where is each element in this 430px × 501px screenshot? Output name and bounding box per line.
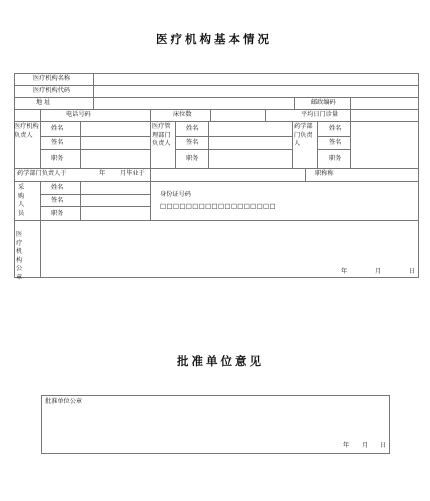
- left-name-label: 姓名: [51, 125, 64, 132]
- seal-day: 日: [409, 268, 416, 275]
- dept-head-month: 月毕业于: [120, 170, 145, 177]
- approval-title: 批准单位意见: [177, 354, 264, 368]
- left-job-label: 职务: [51, 155, 64, 162]
- mid-name-label: 姓名: [186, 125, 199, 132]
- contact-job-label: 职务: [51, 210, 64, 217]
- id-number-label: 身份证号码: [160, 191, 191, 198]
- institution-code-label: 医疗机构代码: [33, 87, 71, 94]
- head-mid-label: 医疗管理部门负责人: [152, 123, 171, 148]
- head-right-label: 药学部门负责人: [294, 123, 313, 148]
- mid-job-label: 职务: [186, 155, 199, 162]
- seal-month: 月: [375, 268, 382, 275]
- contact-name-label: 姓名: [51, 184, 64, 191]
- beds-label: 床位数: [173, 111, 192, 118]
- institution-seal-label: 医疗机构公章: [16, 231, 23, 281]
- mid-sign-label: 签名: [186, 139, 199, 146]
- dept-head-year: 年: [99, 170, 106, 177]
- approval-year: 年: [343, 442, 350, 449]
- daily-clinic-label: 平均日门诊量: [301, 111, 339, 118]
- approval-box: [41, 395, 390, 454]
- contact-sign-label: 签名: [51, 197, 64, 204]
- title-rank-label: 职称称: [315, 170, 334, 177]
- address-label: 地 址: [36, 99, 51, 106]
- page-title: 医疗机构基本情况: [156, 32, 272, 46]
- approval-seal-label: 批准单位公章: [45, 398, 83, 405]
- right-job-label: 职务: [329, 155, 342, 162]
- approval-day: 日: [380, 442, 387, 449]
- head-left-label: 医疗机构负责人: [14, 123, 39, 139]
- seal-year: 年: [341, 268, 348, 275]
- contact-label: 采购人员: [18, 184, 25, 217]
- institution-name-label: 医疗机构名称: [33, 75, 71, 82]
- postcode-label: 邮政编码: [311, 99, 336, 106]
- right-sign-label: 签名: [329, 139, 342, 146]
- approval-month: 月: [362, 442, 369, 449]
- id-number-boxes: □□□□□□□□□□□□□□□□□□: [160, 202, 276, 210]
- phone-label: 电话号码: [66, 111, 91, 118]
- left-sign-label: 签名: [51, 139, 64, 146]
- right-name-label: 姓名: [329, 125, 342, 132]
- dept-head-label: 药学部门负责人于: [17, 170, 67, 177]
